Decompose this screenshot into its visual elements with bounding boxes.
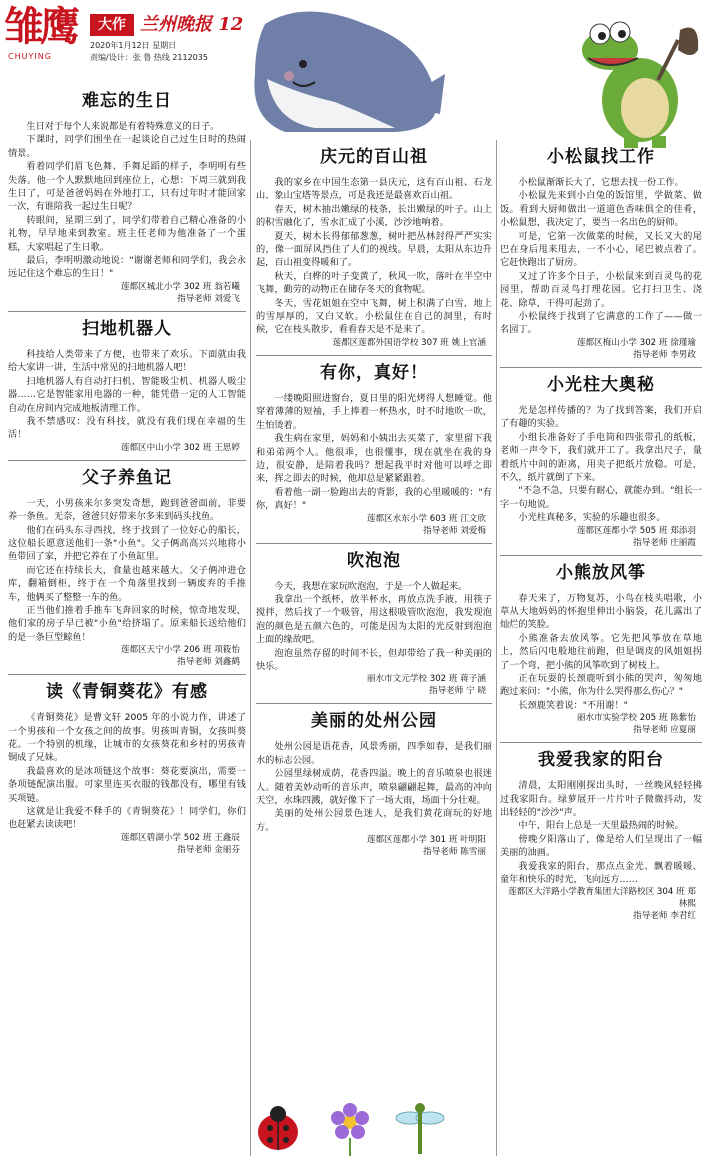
paragraph: 长颈鹿笑着说："不用谢！" <box>518 699 628 711</box>
section-divider <box>500 742 702 743</box>
paragraph: 处州公园是语花香，风景秀丽，四季如春，是我们丽水的标志公园。 <box>256 741 492 766</box>
paragraph: 泡泡虽然存留的时间不长，但却带给了我一种美丽的快乐。 <box>256 647 492 672</box>
newspaper-logo: 雏鹰 <box>4 3 76 50</box>
author-line: 莲都区水东小学 603 班 江文欣 <box>366 513 486 524</box>
article-title: 父子养鱼记 <box>82 467 172 488</box>
paper-page: 兰州晚报 12 <box>140 14 244 35</box>
paragraph: 又过了许多个日子，小松鼠来到百灵鸟的花园里，帮助百灵鸟打理花园。它打扫卫生、浇花、除草，干得可起劲了。 <box>500 270 702 309</box>
paragraph: 下课时，同学们围坐在一起谈论自己过生日时的热闹情景。 <box>8 134 246 159</box>
paragraph: 春天来了，万物复苏，小鸟在枝头唱歌，小草从大地妈妈的怀抱里伸出小脑袋，花儿露出了灿烂的笑脸。 <box>500 592 702 631</box>
teacher-line: 指导老师 刘鑫鹤 <box>177 657 240 668</box>
paragraph: 看着同学们眉飞色舞、手舞足蹈的样子，李明明有些失落。他一个人默默地回到座位上，心想：下周三就到我生日了，可是爸爸妈妈在外地打工，只有过年时才能回家一次，有谁陪我一起过生日呢？ <box>8 161 246 213</box>
whale-icon <box>245 4 455 134</box>
article-title: 吹泡泡 <box>347 550 401 571</box>
paragraph: 我的家乡在中国生态第一县庆元，这有百山祖、石龙山、象山宝塔等景点，可是我还是最喜欢百山祖。 <box>256 177 492 202</box>
paragraph: 我最喜欢的是冰项链这个故事：葵花要演出，需要一条项链配演出服。可家里连买衣服的钱都没有，哪里有钱买项链。 <box>8 765 246 804</box>
teacher-line: 指导老师 宁 晓 <box>428 686 486 697</box>
paragraph: 美丽的处州公园景色迷人，是我们黄花商玩的好地方。 <box>256 808 492 833</box>
paragraph: 中午，阳台上总是一天里最热闹的时候。 <box>518 820 684 832</box>
paragraph: 小熊准备去放风筝。它先把风筝放在草地上，然后闪电般地往前跑，但是调皮的风姐姐拐了一个弯，把小熊的风筝吹到了树枝上。 <box>500 632 702 671</box>
author-line: 莲都区碧湖小学 502 班 王鑫辰 <box>120 832 240 843</box>
section-divider <box>500 367 702 368</box>
paragraph: 一天，小男孩来尔多突发奇想，跑到爸爸面前，非要养一条鱼。无奈，爸爸只好带来尔多来到码头找鱼。 <box>8 497 246 523</box>
editor-credit: 责编/设计：张 鲁 热线 2112035 <box>90 53 208 62</box>
teacher-line: 指导老师 应夏丽 <box>633 725 696 736</box>
article-title: 读《青铜葵花》有感 <box>46 682 208 703</box>
article-title: 小松鼠找工作 <box>547 147 655 167</box>
paragraph: 转眼间，星期三到了，同学们带着自己精心准备的小礼物，早早地来到教室。班主任老师为他准备了一个蛋糕，大家唱起了生日歌。 <box>8 214 246 253</box>
paragraph: 我不禁感叹：没有科技，就没有我们现在幸福的生活！ <box>8 415 246 441</box>
paragraph: 最后，李明明激动地说："谢谢老师和同学们，我会永远记住这个难忘的生日！" <box>8 255 246 280</box>
author-line: 莲都区中山小学 302 班 王思婷 <box>120 442 240 453</box>
teacher-line: 指导老师 刘爱飞 <box>177 293 240 304</box>
article-title: 有你，真好！ <box>320 362 428 383</box>
paragraph: 扫地机器人有自动打扫机、智能吸尘机、机器人吸尘器……它是智能家用电器的一种，能凭借一定的人工智能自动在房间内完成地板清理工作。 <box>8 375 246 414</box>
column-middle <box>256 140 492 864</box>
paragraph: 小组长准备好了手电筒和四张带孔的纸板，老师一声令下，我们就开工了。我拿出尺子，量着纸片中间的距离，用夹子把纸片放稳。可是，不久，纸片就倒了下来。 <box>500 431 702 483</box>
teacher-line: 指导老师 庄丽霞 <box>633 537 696 548</box>
author-line: 莲都区大洋路小学教育集团大洋路校区 304 班 郑林熙 <box>508 887 696 910</box>
paragraph: 傍晚夕阳落山了，像是给人们呈现出了一幅美丽的油画。 <box>500 833 702 859</box>
paragraph: 小松鼠终于找到了它满意的工作了——做一名园丁。 <box>500 311 702 336</box>
teacher-line: 指导老师 李君红 <box>633 911 696 922</box>
section-divider <box>256 355 492 356</box>
dragonfly-icon <box>396 1103 444 1154</box>
paragraph: 小松鼠渐渐长大了，它想去找一份工作。 <box>518 177 684 188</box>
article-book-review <box>8 681 246 856</box>
article-kite <box>500 562 702 737</box>
column-divider <box>250 140 251 1156</box>
author-line: 莲都区莲都外国语学校 307 班 姚上官涵 <box>332 337 486 348</box>
article-park <box>256 710 492 858</box>
ladybug-icon <box>258 1106 298 1150</box>
paragraph: 我拿出一个纸杯，放半杯水，再放点洗手液，用筷子搅拌，然后找了一个吸管，用这根吸管吹泡泡，我发现泡泡的颜色是五颜六色的，可能是因为太阳的光反射到泡泡上面的缘故吧。 <box>256 593 492 646</box>
teacher-line: 指导老师 刘爱梅 <box>423 525 486 536</box>
article-fish <box>8 467 246 668</box>
paragraph: 这就是让我爱不释手的《青铜葵花》！同学们，你们也赶紧去读读吧！ <box>8 806 246 831</box>
paragraph: "不急不急，只要有耐心，就能办到。"组长一字一句地说。 <box>500 485 702 510</box>
paragraph: 看着他一副一脸跑出去的背影，我的心里暖暖的："有你，真好！" <box>256 486 492 512</box>
paragraph: 小松鼠先来到小白兔的饭馆里，学做菜、做饭。看到大厨师做出一道道色香味俱全的佳肴，小松鼠想，我决定了，要当一名出色的厨师。 <box>500 190 702 229</box>
paragraph: 我生病在家里，妈妈和小姨出去买菜了，家里留下我和弟弟两个人。他很乖，也很懂事，现在就坐在我的身边，很安静，是陪着我吗？想起我平时对他可以呼之即来，挥之即去的时候，他却总是紧紧跟着。 <box>256 433 492 485</box>
section-divider <box>256 543 492 544</box>
article-robot <box>8 318 246 454</box>
article-title: 难忘的生日 <box>82 91 172 111</box>
article-bubbles <box>256 550 492 698</box>
paragraph: 冬天，雪花姐姐在空中飞舞，树上积满了白雪，地上的雪厚厚的，又白又软。小松鼠住在自己的洞里，有时候，它在枝头散步，看看春天是不是来了。 <box>256 297 492 336</box>
teacher-line: 指导老师 李男政 <box>633 349 696 360</box>
paragraph: 公园里绿树成荫，花香四溢。晚上的音乐喷泉也很迷人。随着美妙动听的音乐声，喷泉翩翩起舞，最高的冲向天空，水珠四溅，就好像下了一场大雨，场面十分壮观。 <box>256 768 492 806</box>
author-line: 莲都区莲都小学 301 班 叶明阳 <box>366 835 486 846</box>
article-baishanzu <box>256 146 492 349</box>
article-title: 小光柱大奥秘 <box>547 374 655 395</box>
paragraph: 今天，我想在家玩吹泡泡，于是一个人做起来。 <box>274 580 468 592</box>
section-divider <box>500 555 702 556</box>
author-line: 丽水市实验学校 205 班 陈紫怡 <box>576 713 696 724</box>
flower-icon <box>331 1103 369 1156</box>
paragraph: 一缕晚阳照进窗台，夏日里的阳光烤得人想睡觉。他穿着薄薄的短袖，手上捧着一杯热水，时不时地吹一吹，生怕烫着。 <box>256 392 492 431</box>
teacher-line: 指导老师 陈雪丽 <box>423 847 486 858</box>
article-title: 我爱我家的阳台 <box>538 750 664 771</box>
logo-pinyin: CHUYING <box>8 52 52 61</box>
paragraph: 清晨，太阳刚刚探出头时，一丝晚风轻轻拂过我家阳台。绿萝展开一片片叶子微微抖动，发出轻轻的"沙沙"声。 <box>500 780 702 818</box>
article-title: 扫地机器人 <box>82 318 172 339</box>
article-birthday <box>8 90 246 305</box>
column-divider <box>496 140 497 1156</box>
paragraph: 科技给人类带来了方便，也带来了欢乐。下面就由我给大家讲一讲，生活中常见的扫地机器人吧！ <box>8 348 246 374</box>
paragraph: 光是怎样传播的？为了找到答案，我们开启了有趣的实验。 <box>500 404 702 430</box>
column-right <box>500 140 702 928</box>
crocodile-icon <box>560 0 708 150</box>
section-divider <box>256 703 492 704</box>
article-title: 美丽的处州公园 <box>311 711 437 732</box>
paragraph: 秋天，白桦的叶子变黄了，秋风一吹，落叶在半空中飞舞，勤劳的动物正在储存冬天的食物呢。 <box>256 270 492 296</box>
column-left <box>8 84 246 862</box>
author-line: 莲都区梅山小学 302 班 徐瑾瑜 <box>576 337 696 348</box>
paragraph: 夏天，树木长得郁郁葱葱，树叶把丛林封得严严实实的，像一面屏风挡住了人们的视线。早晨，太阳从东边升起，百山祖变得暖和了。 <box>256 230 492 269</box>
section-divider <box>8 674 246 675</box>
article-title: 小熊放风筝 <box>556 562 646 583</box>
paragraph: 正当他们推着手推车飞奔回家的时候，惊奇地发现，他们家的房子早已被"小鱼"给挤塌了。原来船长送给他们的是一条巨型鲸鱼！ <box>8 604 246 643</box>
paragraph: 正在玩耍的长颈鹿听到小熊的哭声，匆匆地跑过来问："小熊，你为什么哭得那么伤心？" <box>500 672 702 698</box>
issue-date: 2020年1月12日 星期日 <box>90 41 177 50</box>
author-line: 莲都区天宁小学 206 班 项筱怡 <box>120 645 240 656</box>
paragraph: 而它还在持续长大，食量也越来越大。父子俩冲进仓库，翻箱倒柜，终于在一个角落里找到一辆废弃的手推车，他俩买了整整一车的鱼。 <box>8 564 246 603</box>
author-line: 莲都区城北小学 302 班 翁若曦 <box>120 281 240 292</box>
section-divider <box>8 460 246 461</box>
paragraph: 他们在码头东寻西找，终于找到了一位好心的船长，这位船长愿意送他们一条"小鱼"。父子俩高高兴兴地将小鱼带回了家，并把它养在了小鱼缸里。 <box>8 524 246 563</box>
section-divider <box>8 311 246 312</box>
article-squirrel <box>500 146 702 361</box>
article-title: 庆元的百山祖 <box>320 147 428 167</box>
article-light <box>500 374 702 549</box>
paragraph: 小光柱真秘多，实验的乐趣也很多。 <box>518 512 666 524</box>
paragraph: 生日对于每个人来说都是有着特殊意义的日子。 <box>26 121 220 132</box>
decorations <box>250 1094 450 1158</box>
paragraph: 《青铜葵花》是曹文轩 2005 年的小说力作，讲述了一个男孩和一个女孩之间的故事。男孩叫青铜，女孩叫葵花。一个特别的机缘，让城市的女孩葵花和乡村的男孩青铜成了兄妹。 <box>8 712 246 764</box>
author-line: 莲都区莲都小学 505 班 郑添羽 <box>576 525 696 536</box>
paragraph: 可是，它第一次做菜的时候，又长又大的尾巴在身后甩来甩去，一不小心，尾巴被点着了。它赶快跑出了厨房。 <box>500 230 702 269</box>
paragraph: 我爱我家的阳台，那点点金光、飘着暖暖、童年和快乐的时光，飞向远方…… <box>500 860 702 886</box>
section-tag: 大作 <box>90 14 134 36</box>
article-with-you <box>256 362 492 537</box>
paragraph: 春天，树木抽出嫩绿的枝条，长出嫩绿的叶子。山上的积雪融化了，雪水汇成了小溪，沙沙地响着。 <box>256 203 492 229</box>
teacher-line: 指导老师 金丽芬 <box>177 844 240 855</box>
article-balcony <box>500 749 702 922</box>
author-line: 丽水市文元学校 302 班 蒋子涵 <box>366 674 486 685</box>
